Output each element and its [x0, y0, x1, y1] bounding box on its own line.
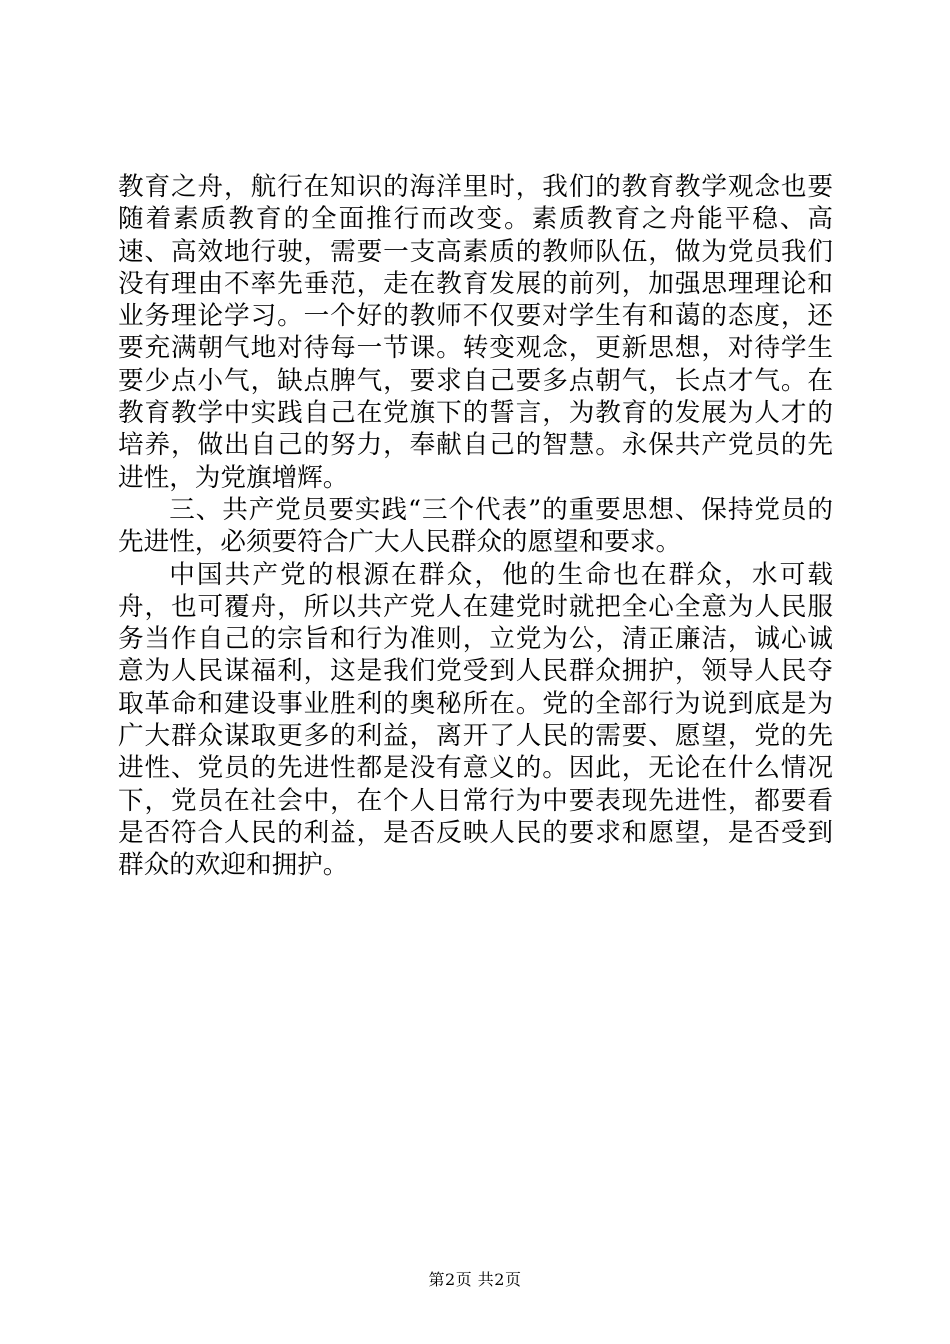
paragraph-2-section-heading: 三、共产党员要实践“三个代表”的重要思想、保持党员的先进性，必须要符合广大人民群众的愿望和要求。: [118, 494, 833, 558]
paragraph-1: 教育之舟，航行在知识的海洋里时，我们的教育教学观念也要随着素质教育的全面推行而改变。素质教育之舟能平稳、高速、高效地行驶，需要一支高素质的教师队伍，做为党员我们没有理由不率先垂范，走在教育发展的前列，加强思理理论和业务理论学习。一个好的教师不仅要对学生有和蔼的态度，还要充满朝气地对待每一节课。转变观念，更新思想，对待学生要少点小气，缺点脾气，要求自己要多点朝气，长点才气。在教育教学中实践自己在党旗下的誓言，为教育的发展为人才的培养，做出自己的努力，奉献自己的智慧。永保共产党员的先进性，为党旗增辉。: [118, 172, 833, 493]
document-body: [118, 171, 833, 882]
page-footer: 第2页 共2页: [428, 1270, 522, 1289]
paragraph-3: 中国共产党的根源在群众，他的生命也在群众，水可载舟，也可覆舟，所以共产党人在建党时就把全心全意为人民服务当作自己的宗旨和行为准则，立党为公，清正廉洁，诚心诚意为人民谋福利，这是我们党受到人民群众拥护，领导人民夺取革命和建设事业胜利的奥秘所在。党的全部行为说到底是为广大群众谋取更多的利益，离开了人民的需要、愿望，党的先进性、党员的先进性都是没有意义的。因此，无论在什么情况下，党员在社会中，在个人日常行为中要表现先进性，都要看是否符合人民的利益，是否反映人民的要求和愿望，是否受到群众的欢迎和拥护。: [118, 559, 833, 881]
